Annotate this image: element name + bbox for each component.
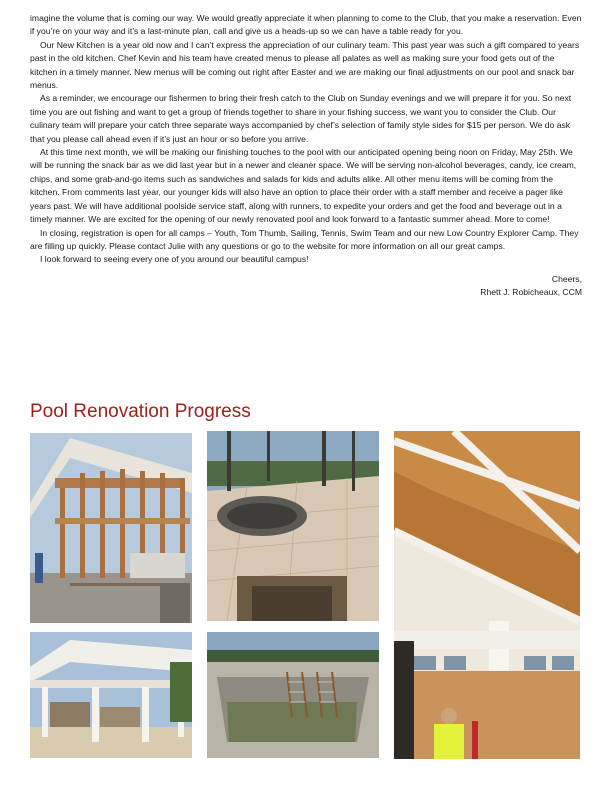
closing-salutation: Cheers, <box>551 273 582 284</box>
letter-body <box>30 12 582 300</box>
photo-pool-house-framing <box>30 433 192 623</box>
paragraph-closing-line: I look forward to seeing every one of you around our beautiful campus! <box>40 254 309 265</box>
section-title: Pool Renovation Progress <box>30 401 251 422</box>
signoff <box>30 273 582 300</box>
photo-pool-deck <box>207 431 379 621</box>
signature-name: Rhett J. Robicheaux, CCM <box>480 287 582 298</box>
paragraph-fishermen: As a reminder, we encourage our fishermen to bring their fresh catch to the Club on Sunday evenings and we will prepare it for you. So next time you are out fishing and want to get a group of friends together to share in your fishing success, we want you to consider the Club. Our culinary team will prepare your catch three separate ways accompanied by chef’s selection of family style sides for $15 per person. We do ask that you please call ahead even if it’s just an hour or so before you arrive. <box>30 93 572 144</box>
paragraph-camps: In closing, registration is open for all camps – Youth, Tom Thumb, Sailing, Tennis, Swim Team and our new Low Country Explorer Camp. They are filling up quickly. Please contact Julie with any questions or go to the website for more information on all our great camps. <box>30 227 579 251</box>
photo-empty-pool <box>207 632 379 758</box>
paragraph-pool-opening: At this time next month, we will be making our finishing touches to the pool with our anticipated opening being noon on Friday, May 25th. We will be running the snack bar as we did last year but in a newer and cleaner space. We will be serving non-alcohol beverages, candy, ice cream, chips, and some grab-and-go items such as sandwiches and salads for kids and adults alike. All other menu items will be coming from the kitchen. From comments last year, our younger kids will also have an option to place their order with a staff member and receive a pager like years past. We will have additional poolside service staff, along with runners, to expedite your orders and get the food and beverage out in a timely manner. We are excited for the opening of our newly renovated pool and look forward to a fantastic summer ahead. More to come! <box>30 147 577 225</box>
photo-open-pavilion <box>30 632 192 758</box>
paragraph-reservations: imagine the volume that is coming our way. We would greatly appreciate it when planning to come to the Club, that you make a reservation. Even if you’re on your way and it’s a last-minute plan, call and give us a heads-up so we can have a table ready for you. <box>30 13 582 37</box>
photo-wood-ceiling-interior <box>394 431 580 759</box>
paragraph-new-kitchen: Our New Kitchen is a year old now and I can’t express the appreciation of our culinary team. This past year was such a gift compared to years past in the old kitchen. Chef Kevin and his team have created menus to please all palates as well as making sure your food gets out of the kitchen in a timely manner. New menus will be coming out right after Easter and we are making our final adjustments on our pool and snack bar menus. <box>30 39 580 91</box>
